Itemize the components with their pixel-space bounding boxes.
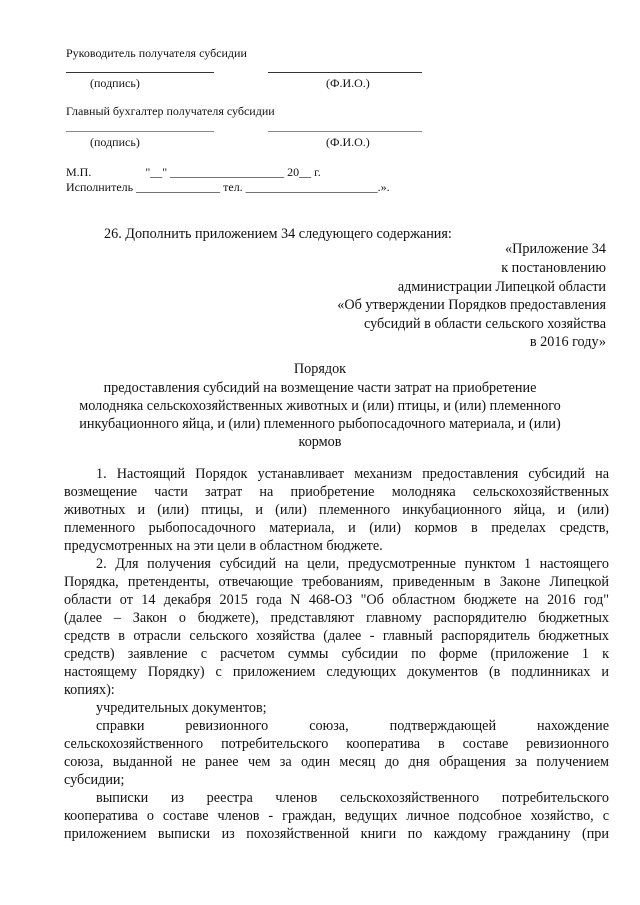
p2-line-6: средств) заявление с расчетом суммы субсидии по форме (приложение 1 к xyxy=(64,646,609,662)
doc-item-2-line-2: сельскохозяйственного потребительского кооператива в составе ревизионного xyxy=(64,736,609,752)
appendix-line-4: «Об утверждении Порядков предоставления xyxy=(337,297,606,313)
p1-line-5: предусмотренных на эти цели в областном бюджете. xyxy=(64,538,383,554)
appendix-line-1: «Приложение 34 xyxy=(505,241,606,257)
appendix-line-2: к постановлению xyxy=(501,260,606,276)
p2-line-1: 2. Для получения субсидий на цели, предусмотренные пунктом 1 настоящего xyxy=(96,556,609,572)
doc-item-3-line-1: выписки из реестра членов сельскохозяйственного потребительского xyxy=(96,790,609,806)
name-caption-2: (Ф.И.О.) xyxy=(326,135,370,149)
p2-line-8: копиях): xyxy=(64,682,115,698)
p2-line-5: средств в отрасли сельского хозяйства (далее - главный распорядитель бюджетных xyxy=(64,628,609,644)
p1-line-4: племенного рыбопосадочного материала, и (или) кормов в пределах средств, xyxy=(64,520,609,536)
p1-line-2: возмещение части затрат на приобретение молодняка сельскохозяйственных xyxy=(64,484,609,500)
appendix-line-5: субсидий в области сельского хозяйства xyxy=(364,316,606,332)
title-line-1: Порядок xyxy=(293,361,347,377)
doc-item-3-line-3: приложением выписки из похозяйственной книги по каждому гражданину (при xyxy=(64,826,609,842)
p2-line-4: (далее – Закон о бюджете), представляют главному распорядителю бюджетных xyxy=(64,610,609,626)
title-line-3: молодняка сельскохозяйственных животных и (или) птицы, и (или) племенного xyxy=(79,398,561,414)
p2-line-7: настоящему Порядку) с приложением следующих документов (в подлинниках и xyxy=(64,664,609,680)
appendix-line-6: в 2016 году» xyxy=(529,334,606,350)
title-line-4: инкубационного яйца, и (или) племенного рыбопосадочного материала, и (или) xyxy=(79,416,561,432)
p2-line-3: области от 14 декабря 2015 года N 468-ОЗ "Об областном бюджете на 2016 год" xyxy=(64,592,609,608)
doc-item-2-line-1: справки ревизионного союза, подтверждающей нахождение xyxy=(96,718,609,734)
name-line xyxy=(268,72,422,73)
head-title: Руководитель получателя субсидии xyxy=(66,46,247,60)
signature-line xyxy=(66,72,214,73)
amendment-item: 26. Дополнить приложением 34 следующего содержания: xyxy=(104,226,452,242)
name-line-2 xyxy=(268,131,422,132)
signature-line-2 xyxy=(66,131,214,132)
accountant-title: Главный бухгалтер получателя субсидии xyxy=(66,104,275,118)
doc-item-2-line-3: союза, выданной не ранее чем за один месяц до дня обращения за получением xyxy=(64,754,609,770)
title-line-2: предоставления субсидий на возмещение части затрат на приобретение xyxy=(103,380,537,396)
doc-item-1: учредительных документов; xyxy=(96,700,267,716)
p1-line-1: 1. Настоящий Порядок устанавливает механизм предоставления субсидий на xyxy=(96,466,609,482)
p1-line-3: животных и (или) птицы, и (или) племенного инкубационного яйца, и (или) xyxy=(64,502,609,518)
signature-caption-2: (подпись) xyxy=(90,135,140,149)
title-line-5: кормов xyxy=(298,434,342,450)
name-caption: (Ф.И.О.) xyxy=(326,76,370,90)
appendix-line-3: администрации Липецкой области xyxy=(397,279,606,295)
p2-line-2: Порядка, претенденты, отвечающие требованиям, приведенным в Законе Липецкой xyxy=(64,574,609,590)
signature-caption: (подпись) xyxy=(90,76,140,90)
stamp-line: М.П. "__" ___________________ 20__ г. xyxy=(66,165,321,179)
executor-line: Исполнитель ______________ тел. ______________________.». xyxy=(66,180,390,194)
doc-item-3-line-2: кооператива о составе членов - граждан, ведущих личное подсобное хозяйство, с xyxy=(64,808,609,824)
doc-item-2-line-4: субсидии; xyxy=(64,772,125,788)
